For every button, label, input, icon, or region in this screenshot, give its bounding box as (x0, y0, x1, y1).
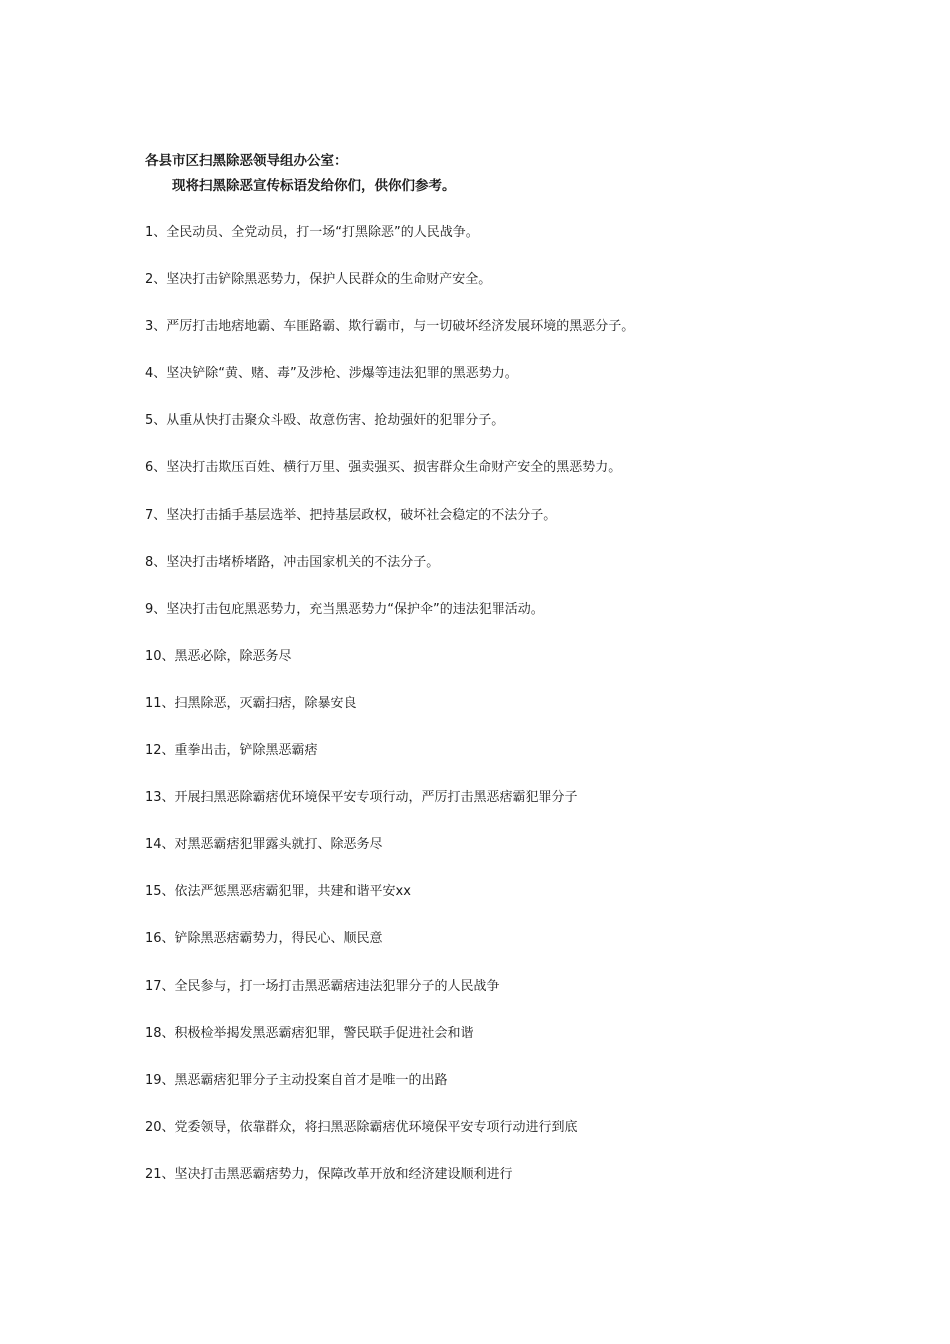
slogan-item: 18、积极检举揭发黑恶霸痞犯罪，警民联手促进社会和谐 (145, 1025, 474, 1041)
slogan-item: 5、从重从快打击聚众斗殴、故意伤害、抢劫强奸的犯罪分子。 (145, 413, 505, 429)
slogan-item: 8、坚决打击堵桥堵路，冲击国家机关的不法分子。 (145, 554, 440, 570)
slogan-item: 4、坚决铲除“黄、赌、毒”及涉枪、涉爆等违法犯罪的黑恶势力。 (145, 366, 518, 382)
slogan-item: 14、对黑恶霸痞犯罪露头就打、除恶务尽 (145, 837, 383, 853)
slogan-item: 9、坚决打击包庇黑恶势力，充当黑恶势力“保护伞”的违法犯罪活动。 (145, 601, 544, 617)
slogan-item: 3、严厉打击地痞地霸、车匪路霸、欺行霸市，与一切破坏经济发展环境的黑恶分子。 (145, 319, 635, 335)
slogan-item: 21、坚决打击黑恶霸痞势力，保障改革开放和经济建设顺利进行 (145, 1166, 513, 1182)
slogan-item: 6、坚决打击欺压百姓、横行万里、强卖强买、损害群众生命财产安全的黑恶势力。 (145, 460, 622, 476)
slogan-item: 20、党委领导，依靠群众，将扫黑恶除霸痞优环境保平安专项行动进行到底 (145, 1119, 578, 1135)
slogan-item: 13、开展扫黑恶除霸痞优环境保平安专项行动，严厉打击黑恶痞霸犯罪分子 (145, 790, 578, 806)
slogan-item: 10、黑恶必除，除恶务尽 (145, 648, 292, 664)
intro-paragraph: 现将扫黑除恶宣传标语发给你们，供你们参考。 (172, 178, 456, 194)
slogan-item: 19、黑恶霸痞犯罪分子主动投案自首才是唯一的出路 (145, 1072, 448, 1088)
slogan-item: 11、扫黑除恶，灭霸扫痞，除暴安良 (145, 695, 357, 711)
slogan-list (145, 223, 634, 1212)
slogan-item: 7、坚决打击插手基层选举、把持基层政权，破坏社会稳定的不法分子。 (145, 507, 557, 523)
slogan-item: 17、全民参与，打一场打击黑恶霸痞违法犯罪分子的人民战争 (145, 978, 500, 994)
slogan-item: 1、全民动员、全党动员，打一场“打黑除恶”的人民战争。 (145, 225, 479, 240)
slogan-item: 16、铲除黑恶痞霸势力，得民心、顺民意 (145, 931, 383, 947)
slogan-item: 12、重拳出击，铲除黑恶霸痞 (145, 743, 318, 759)
slogan-item: 2、坚决打击铲除黑恶势力，保护人民群众的生命财产安全。 (145, 272, 492, 288)
slogan-item: 15、依法严惩黑恶痞霸犯罪，共建和谐平安xx (145, 884, 411, 900)
addressee-line: 各县市区扫黑除恶领导组办公室： (145, 153, 348, 169)
